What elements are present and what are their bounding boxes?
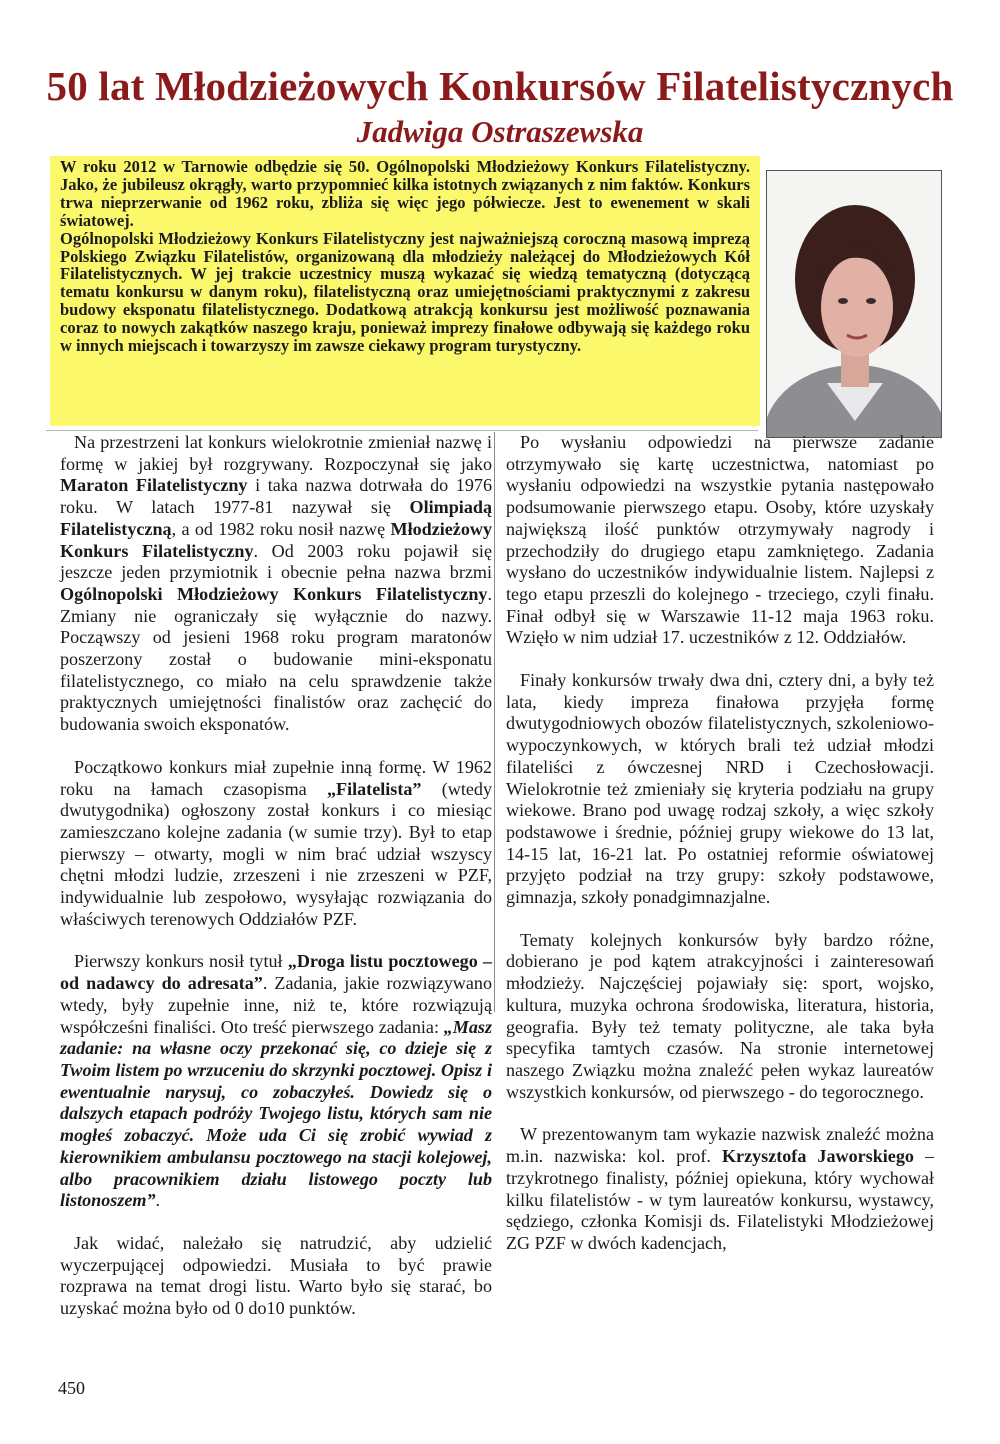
right-paragraph-3: Tematy kolejnych konkursów były bardzo różne, dobierano je pod kątem atrakcyjności i zainteresowań młodzieży. Najczęściej pojawiały się: sport, wojsko, kultura, muzyka ochrona środowiska, literatura, historia, geografia. Były też tematy polityczne, ale taka była specyfika tamtych czasów. Na stronie internetowej naszego Związku można znaleźć pełen wykaz laureatów wszystkich konkursów, od pierwszego - do tegorocznego. bbox=[506, 929, 934, 1102]
intro-bottom-rule bbox=[46, 430, 758, 431]
right-paragraph-4: W prezentowanym tam wykazie nazwisk znaleźć można m.in. nazwiska: kol. prof. Krzysztofa Jaworskiego – trzykrotnego finalisty, później opiekuna, który wychował kilku filatelistów - w tym laureatów konkursu, wystawcy, sędziego, członka Komisji ds. Filatelistyki Młodzieżowej ZG PZF w dwóch kadencjach, bbox=[506, 1124, 934, 1253]
right-column bbox=[506, 432, 934, 1276]
right-paragraph-1: Po wysłaniu odpowiedzi na pierwsze zadanie otrzymywało się kartę uczestnictwa, natomiast po wysłaniu odpowiedzi na wszystkie pytania następowało podsumowanie pierwszego etapu. Osoby, które uzyskały największą ilość punktów otrzymywały nagrody i przechodziły do drugiego etapu zamkniętego. Zadania wysłano do uczestników indywidualnie listem. Najlepsi z tego etapu przeszli do kolejnego - trzeciego, czyli finału. Finał odbył się w Warszawie 11-12 maja 1963 roku. Wzięło w nim udział 17. uczestników z 12. Oddziałów. bbox=[506, 432, 934, 648]
intro-highlight-box bbox=[50, 156, 760, 426]
page-number: 450 bbox=[58, 1378, 85, 1398]
left-paragraph-1: Na przestrzeni lat konkurs wielokrotnie zmieniał nazwę i formę w jakiej był rozgrywany. Rozpoczynał się jako Maraton Filatelistyczny i taka nazwa dotrwała do 1976 roku. W latach 1977-81 nazywał się Olimpiadą Filatelistyczną, a od 1982 roku nosił nazwę Młodzieżowy Konkurs Filatelistyczny. Od 2003 roku pojawił się jeszcze jeden przymiotnik i obecnie pełna nazwa brzmi Ogólnopolski Młodzieżowy Konkurs Filatelistyczny. Zmiany nie ograniczały się wyłącznie do nazwy. Począwszy od jesieni 1968 roku program maratonów poszerzony został o budowanie mini-eksponatu filatelistycznego, co miało na celu sprawdzenie także praktycznych umiejętności finalistów oraz zachęcić do budowania swoich eksponatów. bbox=[60, 432, 492, 735]
column-divider bbox=[494, 432, 495, 1012]
right-paragraph-2: Finały konkursów trwały dwa dni, cztery dni, a były też lata, kiedy impreza finałowa przyjęła formę dwutygodniowych obozów filatelistycznych, szkoleniowo-wypoczynkowych, w których brali też udział młodzi filateliści z ówczesnej NRD i Czechosłowacji. Wielokrotnie też zmieniały się kryteria podziału na grupy wiekowe. Brano pod uwagę rodzaj szkoły, a więc szkoły podstawowe i średnie, później grupy wiekowe do 13 lat, 14-15 lat, 16-21 lat. Po ostatniej reformie oświatowej przyjęto podział na trzy grupy: szkoły podstawowe, gimnazja, szkoły ponadgimnazjalne. bbox=[506, 670, 934, 908]
article-author: Jadwiga Ostraszewska bbox=[356, 114, 644, 149]
left-paragraph-4: Jak widać, należało się natrudzić, aby udzielić wyczerpującej odpowiedzi. Musiała to być prawie rozprawa na temat drogi listu. Warto było się starać, bo uzyskać można było od 0 do10 punktów. bbox=[60, 1232, 492, 1319]
author-portrait-photo bbox=[766, 170, 942, 438]
left-paragraph-3: Pierwszy konkurs nosił tytuł „Droga listu pocztowego – od nadawcy do adresata”. Zadania, jakie rozwiązywano wtedy, były zupełnie inne, niż te, które rozwiązują współcześni finaliści. Oto treść pierwszego zadania: „Masz zadanie: na własne oczy przekonać się, co dzieje się z Twoim listem po wrzuceniu do skrzynki pocztowej. Opisz i ewentualnie narysuj, co zobaczyłeś. Dowiedz się o dalszych etapach podróży Twojego listu, których sam nie mogłeś zobaczyć. Może uda Ci się zrobić wywiad z kierownikiem ambulansu pocztowego na stacji kolejowej, albo pracownikiem działu listowego poczty lub listonoszem”. bbox=[60, 951, 492, 1211]
left-paragraph-2: Początkowo konkurs miał zupełnie inną formę. W 1962 roku na łamach czasopisma „Filatelista” (wtedy dwutygodnika) ogłoszony został konkurs i co miesiąc zamieszczano kolejne zadania (w sumie trzy). Był to etap pierwszy – otwarty, mogli w nim brać udział wszyscy chętni młodzi ludzie, zrzeszeni i nie zrzeszeni w PZF, indywidualnie lub zespołowo, wysyłając rozwiązania do właściwych terenowych Oddziałów PZF. bbox=[60, 756, 492, 929]
article-title: 50 lat Młodzieżowych Konkursów Filatelistycznych bbox=[46, 63, 954, 109]
intro-paragraph-2: Ogólnopolski Młodzieżowy Konkurs Filatelistyczny jest najważniejszą coroczną masową imprezą Polskiego Związku Filatelistów, organizowaną dla młodzieży należącej do Młodzieżowych Kół Filatelistycznych. W jej trakcie uczestnicy muszą wykazać się wiedzą tematyczną (dotyczącą tematu konkursu w danym roku), filatelistyczną oraz umiejętnościami praktycznymi z zakresu budowy eksponatu filatelistycznego. Dodatkową atrakcją konkursu jest możliwość poznawania coraz to nowych zakątków naszego kraju, ponieważ imprezy finałowe odbywają się każdego roku w innych miejscach i towarzyszy im zawsze ciekawy program turystyczny. bbox=[60, 228, 750, 356]
left-column bbox=[60, 432, 492, 1341]
portrait-image bbox=[767, 171, 942, 438]
intro-paragraph-1: W roku 2012 w Tarnowie odbędzie się 50. Ogólnopolski Młodzieżowy Konkurs Filatelistyczny. Jako, że jubileusz okrągły, warto przypomnieć kilka istotnych związanych z nim faktów. Konkurs trwa nieprzerwanie od 1962 roku, zbliża się więc jego półwiecze. Jest to ewenement w skali światowej. bbox=[60, 157, 750, 230]
